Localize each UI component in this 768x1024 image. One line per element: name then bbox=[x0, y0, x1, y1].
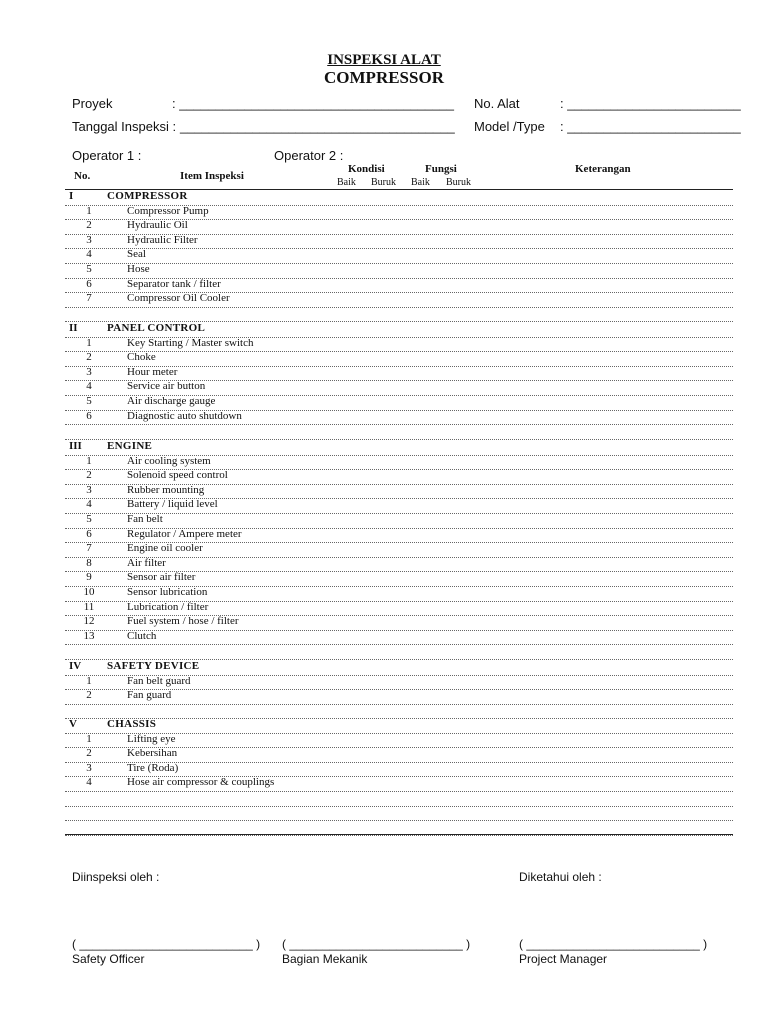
section-row bbox=[65, 660, 733, 676]
title-text: INSPEKSI ALAT bbox=[327, 52, 441, 68]
kondisi-buruk: Buruk bbox=[371, 177, 396, 188]
table-row[interactable] bbox=[65, 205, 733, 221]
section-number: III bbox=[69, 440, 82, 452]
table-row[interactable] bbox=[65, 586, 733, 602]
item-name: Fuel system / hose / filter bbox=[127, 615, 239, 628]
item-number: 9 bbox=[86, 571, 92, 584]
col-fungsi: Fungsi bbox=[425, 163, 457, 175]
table-row[interactable] bbox=[65, 498, 733, 514]
item-number: 3 bbox=[86, 365, 92, 378]
table-row[interactable] bbox=[65, 675, 733, 691]
item-name: Air cooling system bbox=[127, 454, 211, 467]
item-number: 4 bbox=[86, 380, 92, 393]
item-name: Rubber mounting bbox=[127, 483, 205, 496]
item-name: Hydraulic Oil bbox=[127, 219, 188, 232]
table-row[interactable] bbox=[65, 351, 733, 367]
item-name: Key Starting / Master switch bbox=[127, 336, 254, 349]
item-number: 1 bbox=[86, 204, 92, 217]
item-name: Fan belt bbox=[127, 513, 163, 525]
section-number: II bbox=[69, 322, 78, 334]
safety-officer-label: Safety Officer bbox=[72, 952, 145, 966]
blank-row[interactable] bbox=[65, 424, 733, 440]
item-number: 2 bbox=[86, 747, 92, 760]
section-row bbox=[65, 718, 733, 734]
table-row[interactable] bbox=[65, 292, 733, 308]
table-row[interactable] bbox=[65, 630, 733, 646]
item-number: 4 bbox=[86, 498, 92, 511]
item-number: 6 bbox=[86, 277, 92, 290]
section-row bbox=[65, 440, 733, 456]
col-no: No. bbox=[74, 170, 91, 182]
table-row[interactable] bbox=[65, 689, 733, 705]
section-number: IV bbox=[69, 660, 82, 672]
item-name: Regulator / Ampere meter bbox=[127, 527, 242, 540]
table-row[interactable] bbox=[65, 733, 733, 749]
table-row[interactable] bbox=[65, 762, 733, 778]
item-name: Air filter bbox=[127, 556, 166, 569]
item-number: 2 bbox=[86, 351, 92, 364]
item-name: Sensor lubrication bbox=[127, 586, 208, 598]
item-number: 7 bbox=[86, 542, 92, 555]
project-manager-label: Project Manager bbox=[519, 952, 608, 966]
table-row[interactable] bbox=[65, 601, 733, 617]
no-alat-field[interactable]: : ________________________ bbox=[560, 96, 741, 111]
table-row[interactable] bbox=[65, 542, 733, 558]
operator-2-label: Operator 2 : bbox=[274, 148, 344, 163]
item-name: Sensor air filter bbox=[127, 571, 196, 584]
section-row bbox=[65, 322, 733, 338]
table-row[interactable] bbox=[65, 219, 733, 235]
operator-1-label: Operator 1 : bbox=[72, 148, 142, 163]
model-field[interactable]: : ________________________ bbox=[560, 119, 741, 134]
section-title: COMPRESSOR bbox=[107, 190, 188, 202]
diinspeksi-label: Diinspeksi oleh : bbox=[72, 870, 160, 884]
fungsi-baik: Baik bbox=[411, 177, 430, 188]
col-keterangan: Keterangan bbox=[575, 163, 631, 175]
col-item: Item Inspeksi bbox=[180, 170, 244, 182]
item-name: Compressor Oil Cooler bbox=[127, 292, 230, 305]
item-number: 13 bbox=[83, 629, 95, 642]
tanggal-field[interactable]: ______________________________________ bbox=[180, 119, 455, 134]
item-number: 1 bbox=[86, 732, 92, 745]
blank-row[interactable] bbox=[65, 307, 733, 323]
table-row[interactable] bbox=[65, 278, 733, 294]
item-name: Fan guard bbox=[127, 689, 172, 702]
item-number: 12 bbox=[83, 615, 95, 628]
table-row[interactable] bbox=[65, 395, 733, 411]
item-name: Hydraulic Filter bbox=[127, 233, 198, 246]
item-number: 11 bbox=[83, 600, 95, 613]
section-title: CHASSIS bbox=[107, 718, 157, 730]
item-number: 7 bbox=[86, 292, 92, 305]
table-row[interactable] bbox=[65, 571, 733, 587]
section-title: ENGINE bbox=[107, 440, 153, 452]
table-row[interactable] bbox=[65, 234, 733, 250]
fungsi-buruk: Buruk bbox=[446, 177, 471, 188]
item-name: Seal bbox=[127, 248, 146, 261]
item-name: Battery / liquid level bbox=[127, 498, 218, 511]
col-kondisi: Kondisi bbox=[348, 163, 385, 175]
item-number: 1 bbox=[86, 454, 92, 467]
proyek-label: Proyek bbox=[72, 96, 113, 111]
section-row bbox=[65, 190, 733, 206]
table-row[interactable] bbox=[65, 366, 733, 382]
item-number: 3 bbox=[86, 483, 92, 496]
item-number: 2 bbox=[86, 469, 92, 482]
item-number: 2 bbox=[86, 689, 92, 702]
section-number: V bbox=[69, 718, 77, 730]
blank-row[interactable] bbox=[65, 791, 733, 807]
item-name: Choke bbox=[127, 351, 156, 364]
item-number: 6 bbox=[86, 409, 92, 422]
item-name: Tire (Roda) bbox=[127, 761, 179, 774]
item-name: Clutch bbox=[127, 629, 157, 642]
item-number: 3 bbox=[86, 761, 92, 774]
table-bottom-line bbox=[65, 834, 733, 835]
bagian-mekanik-label: Bagian Mekanik bbox=[282, 952, 368, 966]
table-row[interactable] bbox=[65, 513, 733, 529]
item-number: 5 bbox=[86, 263, 92, 275]
item-number: 5 bbox=[86, 513, 92, 525]
table-row[interactable] bbox=[65, 615, 733, 631]
item-name: Compressor Pump bbox=[127, 204, 209, 217]
tanggal-label: Tanggal Inspeksi : bbox=[72, 119, 177, 134]
proyek-field[interactable]: : ______________________________________ bbox=[172, 96, 454, 111]
table-row[interactable] bbox=[65, 337, 733, 353]
signature-line-pm[interactable]: ( __________________________ ) bbox=[519, 937, 708, 951]
item-name: Service air button bbox=[127, 380, 206, 393]
no-alat-label: No. Alat bbox=[474, 96, 520, 111]
item-number: 1 bbox=[86, 336, 92, 349]
item-name: Hose bbox=[127, 263, 150, 275]
item-name: Engine oil cooler bbox=[127, 542, 203, 555]
item-name: Diagnostic auto shutdown bbox=[127, 409, 242, 422]
page-subtitle: COMPRESSOR bbox=[324, 68, 444, 87]
signature-line-safety[interactable]: ( __________________________ ) bbox=[72, 937, 261, 951]
item-number: 6 bbox=[86, 527, 92, 540]
item-number: 4 bbox=[86, 248, 92, 261]
table-row[interactable] bbox=[65, 410, 733, 426]
item-name: Hour meter bbox=[127, 365, 178, 378]
item-name: Fan belt guard bbox=[127, 674, 191, 687]
table-row[interactable] bbox=[65, 455, 733, 471]
page-title bbox=[0, 52, 768, 69]
signature-line-mekanik[interactable]: ( __________________________ ) bbox=[282, 937, 471, 951]
item-name: Air discharge gauge bbox=[127, 395, 216, 407]
table-row[interactable] bbox=[65, 380, 733, 396]
item-name: Lubrication / filter bbox=[127, 600, 209, 613]
table-row[interactable] bbox=[65, 557, 733, 573]
table-row[interactable] bbox=[65, 528, 733, 544]
item-number: 3 bbox=[86, 233, 92, 246]
item-name: Lifting eye bbox=[127, 732, 176, 745]
item-name: Kebersihan bbox=[127, 747, 178, 760]
table-row[interactable] bbox=[65, 263, 733, 279]
model-label: Model /Type bbox=[474, 119, 545, 134]
item-number: 1 bbox=[86, 674, 92, 687]
blank-row[interactable] bbox=[65, 806, 733, 822]
table-row[interactable] bbox=[65, 469, 733, 485]
item-number: 5 bbox=[86, 395, 92, 407]
table-row[interactable] bbox=[65, 747, 733, 763]
item-number: 8 bbox=[86, 556, 92, 569]
section-number: I bbox=[69, 190, 74, 202]
item-number: 10 bbox=[83, 586, 95, 598]
item-name: Hose air compressor & couplings bbox=[127, 776, 275, 789]
table-row[interactable] bbox=[65, 484, 733, 500]
item-number: 2 bbox=[86, 219, 92, 232]
kondisi-baik: Baik bbox=[337, 177, 356, 188]
section-title: PANEL CONTROL bbox=[107, 322, 206, 334]
table-row[interactable] bbox=[65, 776, 733, 792]
section-title: SAFETY DEVICE bbox=[107, 660, 200, 672]
item-number: 4 bbox=[86, 776, 92, 789]
blank-row[interactable] bbox=[65, 644, 733, 660]
diketahui-label: Diketahui oleh : bbox=[519, 870, 602, 884]
item-name: Separator tank / filter bbox=[127, 277, 221, 290]
table-row[interactable] bbox=[65, 248, 733, 264]
item-name: Solenoid speed control bbox=[127, 469, 228, 482]
